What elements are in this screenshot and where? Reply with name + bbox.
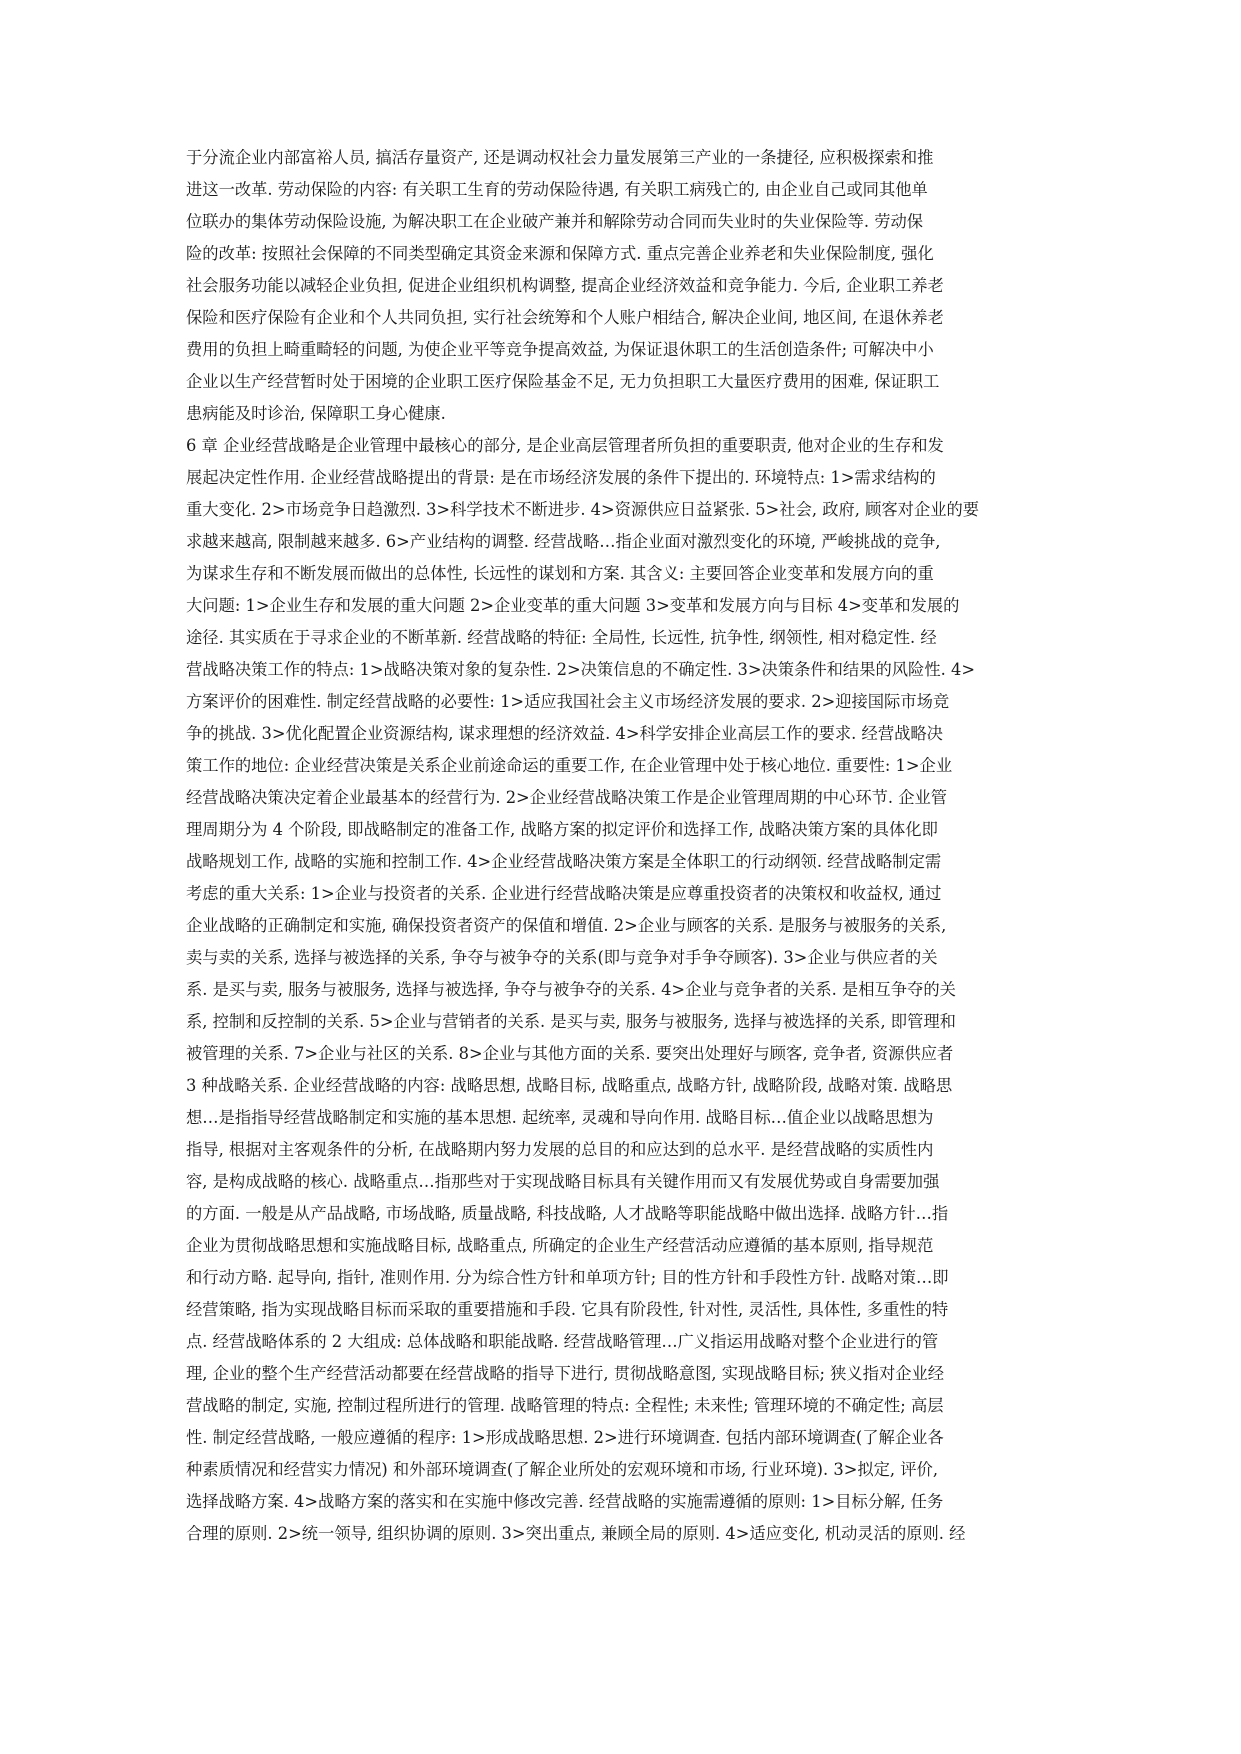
text-line: 合理的原则. 2>统一领导, 组织协调的原则. 3>突出重点, 兼顾全局的原则. 4>适应变化, 机动灵活的原则. 经: [186, 1524, 966, 1543]
text-line: 患病能及时诊治, 保障职工身心健康.: [186, 404, 446, 423]
text-line: 点. 经营战略体系的 2 大组成: 总体战略和职能战略. 经营战略管理…广义指运用战略对整个企业进行的管: [186, 1332, 939, 1351]
text-line: 系, 控制和反控制的关系. 5>企业与营销者的关系. 是买与卖, 服务与被服务, 选择与被选择的关系, 即管理和: [186, 1012, 956, 1031]
text-line: 于分流企业内部富裕人员, 搞活存量资产, 还是调动权社会力量发展第三产业的一条捷径, 应积极探索和推: [186, 148, 934, 167]
text-line: 指导, 根据对主客观条件的分析, 在战略期内努力发展的总目的和应达到的总水平. 是经营战略的实质性内: [186, 1140, 934, 1159]
text-line: 经营战略决策决定着企业最基本的经营行为. 2>企业经营战略决策工作是企业管理周期的中心环节. 企业管: [186, 788, 948, 807]
document-body: [186, 142, 1056, 1550]
text-line: 经营策略, 指为实现战略目标而采取的重要措施和手段. 它具有阶段性, 针对性, 灵活性, 具体性, 多重性的特: [186, 1300, 949, 1319]
text-line: 为谋求生存和不断发展而做出的总体性, 长远性的谋划和方案. 其含义: 主要回答企业变革和发展方向的重: [186, 564, 934, 583]
text-line: 费用的负担上畸重畸轻的问题, 为使企业平等竞争提高效益, 为保证退休职工的生活创造条件; 可解决中小: [186, 340, 934, 359]
text-line: 企业战略的正确制定和实施, 确保投资者资产的保值和增值. 2>企业与顾客的关系. 是服务与被服务的关系,: [186, 916, 947, 935]
text-line: 被管理的关系. 7>企业与社区的关系. 8>企业与其他方面的关系. 要突出处理好与顾客, 竞争者, 资源供应者: [186, 1044, 954, 1063]
text-line: 战略规划工作, 战略的实施和控制工作. 4>企业经营战略决策方案是全体职工的行动纲领. 经营战略制定需: [186, 852, 942, 871]
text-line: 的方面. 一般是从产品战略, 市场战略, 质量战略, 科技战略, 人才战略等职能战略中做出选择. 战略方针…指: [186, 1204, 949, 1223]
text-line: 位联办的集体劳动保险设施, 为解决职工在企业破产兼并和解除劳动合同而失业时的失业保险等. 劳动保: [186, 212, 924, 231]
text-line: 理周期分为 4 个阶段, 即战略制定的准备工作, 战略方案的拟定评价和选择工作, 战略决策方案的具体化即: [186, 820, 938, 839]
text-line: 营战略的制定, 实施, 控制过程所进行的管理. 战略管理的特点: 全程性; 未来性; 管理环境的不确定性; 高层: [186, 1396, 944, 1415]
text-line: 种素质情况和经营实力情况) 和外部环境调查(了解企业所处的宏观环境和市场, 行业环境). 3>拟定, 评价,: [186, 1460, 938, 1479]
text-line: 理, 企业的整个生产经营活动都要在经营战略的指导下进行, 贯彻战略意图, 实现战略目标; 狭义指对企业经: [186, 1364, 945, 1383]
paragraph: [186, 142, 1056, 430]
text-line: 容, 是构成战略的核心. 战略重点…指那些对于实现战略目标具有关键作用而又有发展优势或自身需要加强: [186, 1172, 940, 1191]
text-line: 考虑的重大关系: 1>企业与投资者的关系. 企业进行经营战略决策是应尊重投资者的决策权和收益权, 通过: [186, 884, 942, 903]
text-line: 和行动方略. 起导向, 指针, 准则作用. 分为综合性方针和单项方针; 目的性方针和手段性方针. 战略对策…即: [186, 1268, 949, 1287]
text-line: 系. 是买与卖, 服务与被服务, 选择与被选择, 争夺与被争夺的关系. 4>企业与竞争者的关系. 是相互争夺的关: [186, 980, 956, 999]
text-line: 险的改革: 按照社会保障的不同类型确定其资金来源和保障方式. 重点完善企业养老和失业保险制度, 强化: [186, 244, 934, 263]
text-line: 选择战略方案. 4>战略方案的落实和在实施中修改完善. 经营战略的实施需遵循的原则: 1>目标分解, 任务: [186, 1492, 944, 1511]
text-line: 大问题: 1>企业生存和发展的重大问题 2>企业变革的重大问题 3>变革和发展方向与目标 4>变革和发展的: [186, 596, 960, 615]
text-line: 营战略决策工作的特点: 1>战略决策对象的复杂性. 2>决策信息的不确定性. 3>决策条件和结果的风险性. 4>: [186, 660, 975, 679]
text-line: 求越来越高, 限制越来越多. 6>产业结构的调整. 经营战略…指企业面对激烈变化的环境, 严峻挑战的竞争,: [186, 532, 941, 551]
text-line: 进这一改革. 劳动保险的内容: 有关职工生育的劳动保险待遇, 有关职工病残亡的, 由企业自己或同其他单: [186, 180, 928, 199]
text-line: 企业为贯彻战略思想和实施战略目标, 战略重点, 所确定的企业生产经营活动应遵循的基本原则, 指导规范: [186, 1236, 934, 1255]
text-line: 企业以生产经营暂时处于困境的企业职工医疗保险基金不足, 无力负担职工大量医疗费用的困难, 保证职工: [186, 372, 940, 391]
text-line: 6 章 企业经营战略是企业管理中最核心的部分, 是企业高层管理者所负担的重要职责, 他对企业的生存和发: [186, 436, 944, 455]
text-line: 卖与卖的关系, 选择与被选择的关系, 争夺与被争夺的关系(即与竞争对手争夺顾客). 3>企业与供应者的关: [186, 948, 938, 967]
text-line: 社会服务功能以减轻企业负担, 促进企业组织机构调整, 提高企业经济效益和竞争能力. 今后, 企业职工养老: [186, 276, 944, 295]
text-line: 3 种战略关系. 企业经营战略的内容: 战略思想, 战略目标, 战略重点, 战略方针, 战略阶段, 战略对策. 战略思: [186, 1076, 953, 1095]
text-line: 性. 制定经营战略, 一般应遵循的程序: 1>形成战略思想. 2>进行环境调查. 包括内部环境调查(了解企业各: [186, 1428, 944, 1447]
text-line: 争的挑战. 3>优化配置企业资源结构, 谋求理想的经济效益. 4>科学安排企业高层工作的要求. 经营战略决: [186, 724, 943, 743]
paragraph: [186, 430, 1056, 1550]
text-line: 展起决定性作用. 企业经营战略提出的背景: 是在市场经济发展的条件下提出的. 环境特点: 1>需求结构的: [186, 468, 936, 487]
text-line: 途径. 其实质在于寻求企业的不断革新. 经营战略的特征: 全局性, 长远性, 抗争性, 纲领性, 相对稳定性. 经: [186, 628, 937, 647]
text-line: 想…是指指导经营战略制定和实施的基本思想. 起统率, 灵魂和导向作用. 战略目标…值企业以战略思想为: [186, 1108, 934, 1127]
text-line: 方案评价的困难性. 制定经营战略的必要性: 1>适应我国社会主义市场经济发展的要求. 2>迎接国际市场竞: [186, 692, 950, 711]
text-line: 策工作的地位: 企业经营决策是关系企业前途命运的重要工作, 在企业管理中处于核心地位. 重要性: 1>企业: [186, 756, 953, 775]
text-line: 重大变化. 2>市场竞争日趋激烈. 3>科学技术不断进步. 4>资源供应日益紧张. 5>社会, 政府, 顾客对企业的要: [186, 500, 980, 519]
text-line: 保险和医疗保险有企业和个人共同负担, 实行社会统筹和个人账户相结合, 解决企业间, 地区间, 在退休养老: [186, 308, 944, 327]
